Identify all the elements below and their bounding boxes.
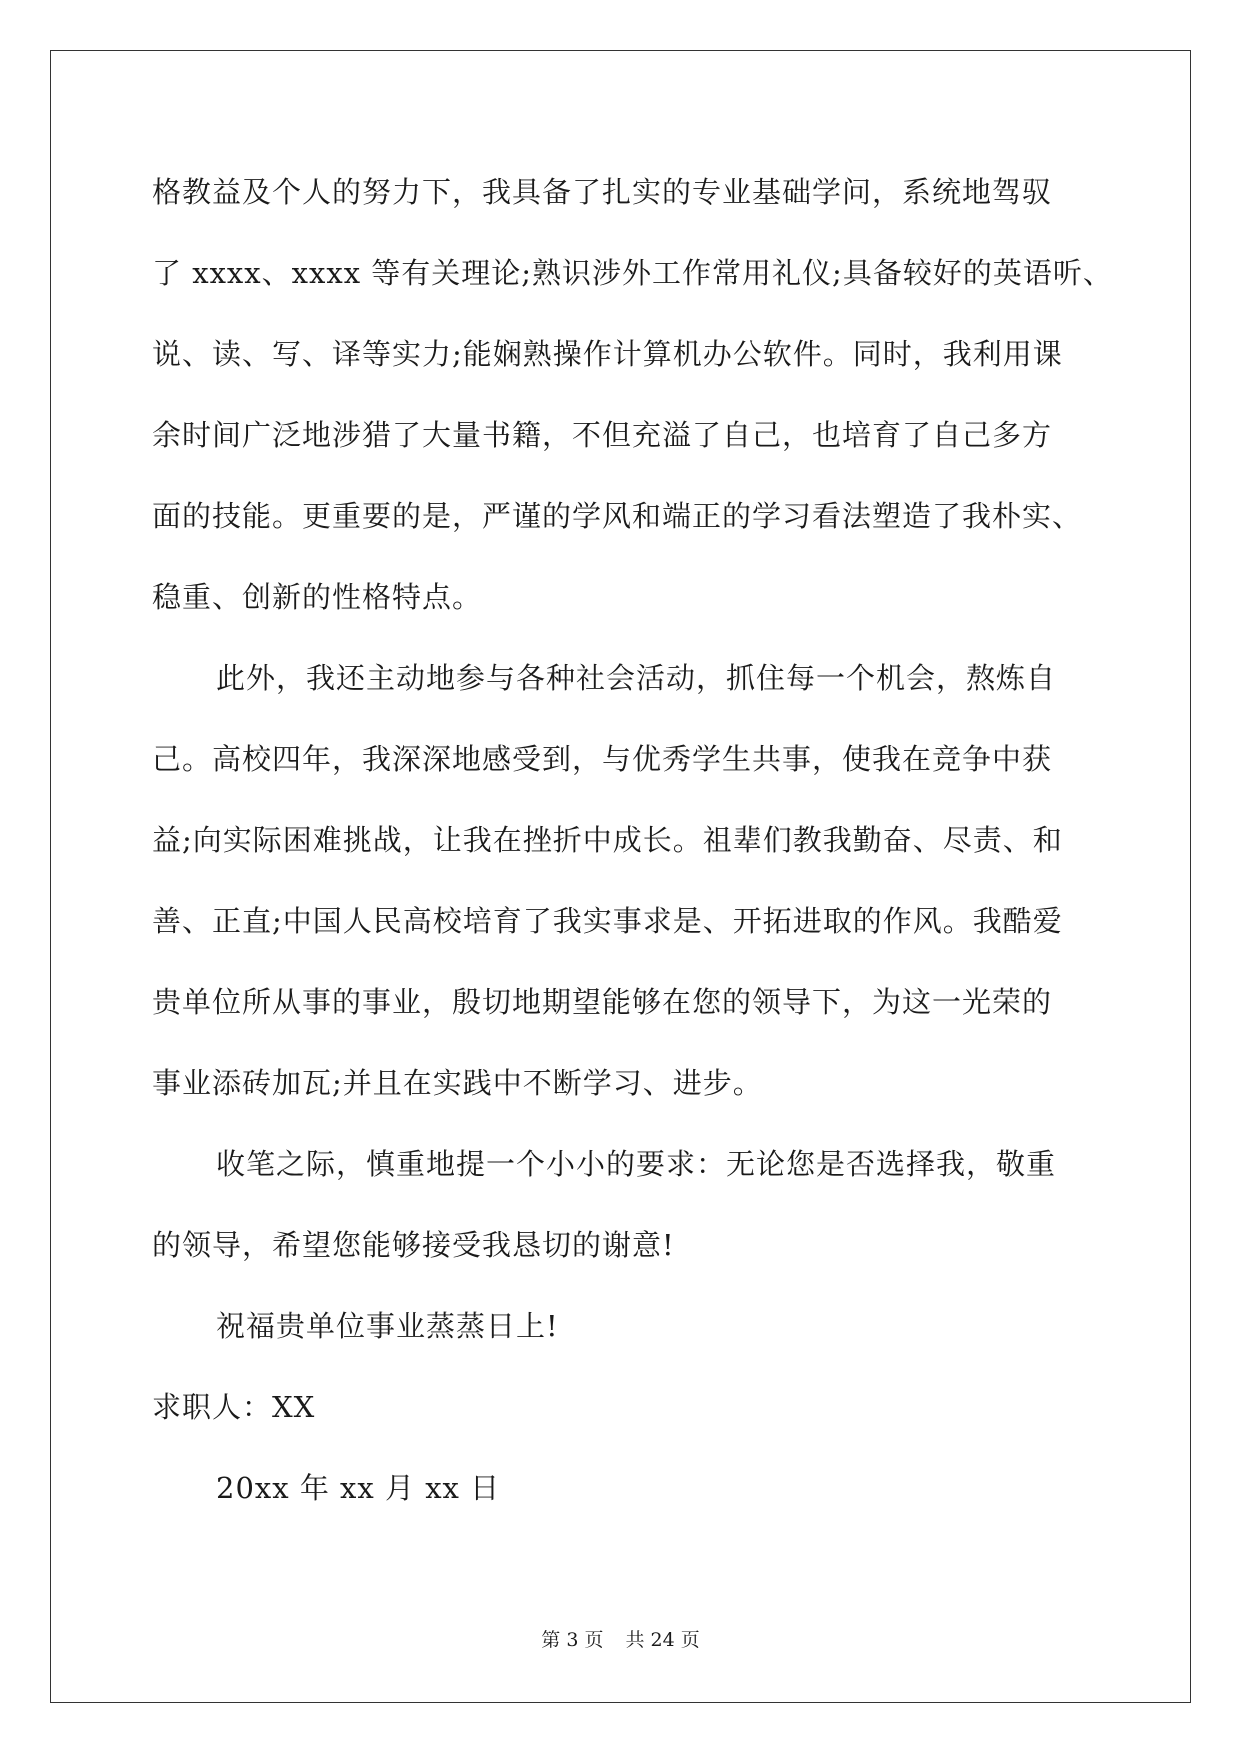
paragraph-start-line: 收笔之际，慎重地提一个小小的要求：无论您是否选择我，敬重 xyxy=(216,1147,1057,1181)
date-line: 20xx 年 xx 月 xx 日 xyxy=(216,1471,501,1505)
text-line: 格教益及个人的努力下，我具备了扎实的专业基础学问，系统地驾驭 xyxy=(152,175,1053,209)
page-border xyxy=(50,50,1191,1703)
closing-wish: 祝福贵单位事业蒸蒸日上! xyxy=(216,1309,559,1343)
page-footer xyxy=(0,1628,1241,1652)
text-line: 益;向实际困难挑战，让我在挫折中成长。祖辈们教我勤奋、尽责、和 xyxy=(152,823,1063,857)
text-line: 余时间广泛地涉猎了大量书籍，不但充溢了自己，也培育了自己多方 xyxy=(152,418,1053,452)
page-total: 共 24 页 xyxy=(625,1629,700,1651)
text-line: 贵单位所从事的事业，殷切地期望能够在您的领导下，为这一光荣的 xyxy=(152,985,1053,1019)
applicant-signature: 求职人：XX xyxy=(152,1390,316,1424)
text-line: 己。高校四年，我深深地感受到，与优秀学生共事，使我在竞争中获 xyxy=(152,742,1053,776)
text-line: 稳重、创新的性格特点。 xyxy=(152,580,483,614)
text-line: 的领导，希望您能够接受我恳切的谢意! xyxy=(152,1228,675,1262)
text-line: 善、正直;中国人民高校培育了我实事求是、开拓进取的作风。我酷爱 xyxy=(152,904,1063,938)
page-number: 第 3 页 xyxy=(541,1629,604,1651)
text-line: 说、读、写、译等实力;能娴熟操作计算机办公软件。同时，我利用课 xyxy=(152,337,1063,371)
text-line: 面的技能。更重要的是，严谨的学风和端正的学习看法塑造了我朴实、 xyxy=(152,499,1083,533)
text-line: 事业添砖加瓦;并且在实践中不断学习、进步。 xyxy=(152,1066,763,1100)
text-line: 了 xxxx、xxxx 等有关理论;熟识涉外工作常用礼仪;具备较好的英语听、 xyxy=(152,256,1113,290)
paragraph-start-line: 此外，我还主动地参与各种社会活动，抓住每一个机会，熬炼自 xyxy=(216,661,1057,695)
